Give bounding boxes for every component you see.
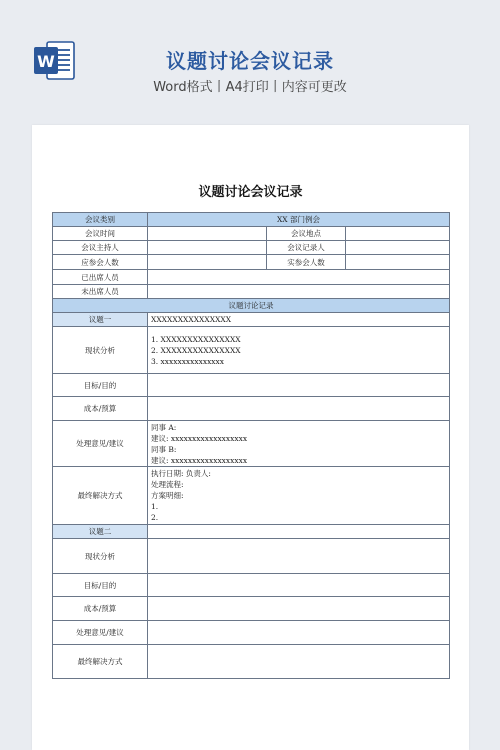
section-header-row xyxy=(53,299,450,313)
topic2-goal-field[interactable] xyxy=(148,574,450,597)
topic1-status-row xyxy=(53,327,450,374)
topic2-status-label: 现状分析 xyxy=(53,539,148,574)
absent-label: 未出席人员 xyxy=(53,285,148,299)
status-line: 3. xxxxxxxxxxxxxxx xyxy=(151,356,224,366)
document-page xyxy=(32,125,469,750)
topic2-value[interactable] xyxy=(148,525,450,539)
final-line: 处理流程: xyxy=(151,480,184,489)
topic2-goal-label: 目标/目的 xyxy=(53,574,148,597)
recorder-field[interactable] xyxy=(346,241,450,255)
topic1-label: 议题一 xyxy=(53,313,148,327)
topic1-opinion-row xyxy=(53,421,450,467)
topic1-cost-row xyxy=(53,397,450,421)
host-row xyxy=(53,241,450,255)
status-line: 2. XXXXXXXXXXXXXXX xyxy=(151,345,241,355)
topic2-status-field[interactable] xyxy=(148,539,450,574)
opinion-line: 同事 B: xyxy=(151,444,177,454)
attendance-count-row xyxy=(53,255,450,270)
topic1-cost-label: 成本/预算 xyxy=(53,397,148,421)
final-line: 执行日期: 负责人: xyxy=(151,469,211,478)
topic1-goal-label: 目标/目的 xyxy=(53,374,148,397)
meeting-type-row xyxy=(53,213,450,227)
topic1-value[interactable]: XXXXXXXXXXXXXXX xyxy=(148,313,450,327)
topic2-opinion-row xyxy=(53,621,450,645)
opinion-line: 同事 A: xyxy=(151,422,177,432)
meeting-place-field[interactable] xyxy=(346,227,450,241)
meeting-type-value: XX 部门例会 xyxy=(148,213,450,227)
topic1-final-content[interactable] xyxy=(148,467,450,525)
meeting-record-table xyxy=(52,212,450,679)
opinion-line: 建议: xxxxxxxxxxxxxxxxxx xyxy=(151,433,248,443)
expected-count-label: 应参会人数 xyxy=(53,255,148,270)
topic2-final-field[interactable] xyxy=(148,645,450,679)
topic1-final-row xyxy=(53,467,450,525)
topic2-goal-row xyxy=(53,574,450,597)
topic2-cost-label: 成本/预算 xyxy=(53,597,148,621)
present-row xyxy=(53,270,450,285)
opinion-line: 建议: xxxxxxxxxxxxxxxxxx xyxy=(151,455,248,465)
topic2-final-label: 最终解决方式 xyxy=(53,645,148,679)
topic1-goal-field[interactable] xyxy=(148,374,450,397)
page-title: 议题讨论会议记录 xyxy=(166,49,334,73)
page-subtitle: Word格式丨A4打印丨内容可更改 xyxy=(153,80,347,95)
meeting-time-row xyxy=(53,227,450,241)
host-field[interactable] xyxy=(148,241,267,255)
topic1-status-content[interactable] xyxy=(148,327,450,374)
absent-field[interactable] xyxy=(148,285,450,299)
host-label: 会议主持人 xyxy=(53,241,148,255)
final-line: 1. xyxy=(151,502,159,511)
word-logo-icon xyxy=(33,40,76,81)
meeting-type-label: 会议类别 xyxy=(53,213,148,227)
meeting-time-field[interactable] xyxy=(148,227,267,241)
expected-count-field[interactable] xyxy=(148,255,267,270)
topic1-final-label: 最终解决方式 xyxy=(53,467,148,525)
recorder-label: 会议记录人 xyxy=(267,241,346,255)
svg-text:W: W xyxy=(37,52,55,71)
final-line: 方案明细: xyxy=(151,491,184,500)
topic2-cost-row xyxy=(53,597,450,621)
present-label: 已出席人员 xyxy=(53,270,148,285)
topic1-opinion-content[interactable] xyxy=(148,421,450,467)
final-line: 2. xyxy=(151,513,159,522)
topic2-opinion-label: 处理意见/建议 xyxy=(53,621,148,645)
topic2-opinion-field[interactable] xyxy=(148,621,450,645)
topic2-cost-field[interactable] xyxy=(148,597,450,621)
section-title: 议题讨论记录 xyxy=(53,299,450,313)
topic1-goal-row xyxy=(53,374,450,397)
topic1-opinion-label: 处理意见/建议 xyxy=(53,421,148,467)
present-field[interactable] xyxy=(148,270,450,285)
meeting-place-label: 会议地点 xyxy=(267,227,346,241)
topic2-status-row xyxy=(53,539,450,574)
absent-row xyxy=(53,285,450,299)
actual-count-label: 实参会人数 xyxy=(267,255,346,270)
meeting-time-label: 会议时间 xyxy=(53,227,148,241)
status-line: 1. XXXXXXXXXXXXXXX xyxy=(151,334,241,344)
topic1-row xyxy=(53,313,450,327)
header xyxy=(0,0,500,125)
topic2-row xyxy=(53,525,450,539)
topic2-final-row xyxy=(53,645,450,679)
topic2-label: 议题二 xyxy=(53,525,148,539)
topic1-status-label: 现状分析 xyxy=(53,327,148,374)
topic1-cost-field[interactable] xyxy=(148,397,450,421)
actual-count-field[interactable] xyxy=(346,255,450,270)
form-title: 议题讨论会议记录 xyxy=(198,185,303,200)
